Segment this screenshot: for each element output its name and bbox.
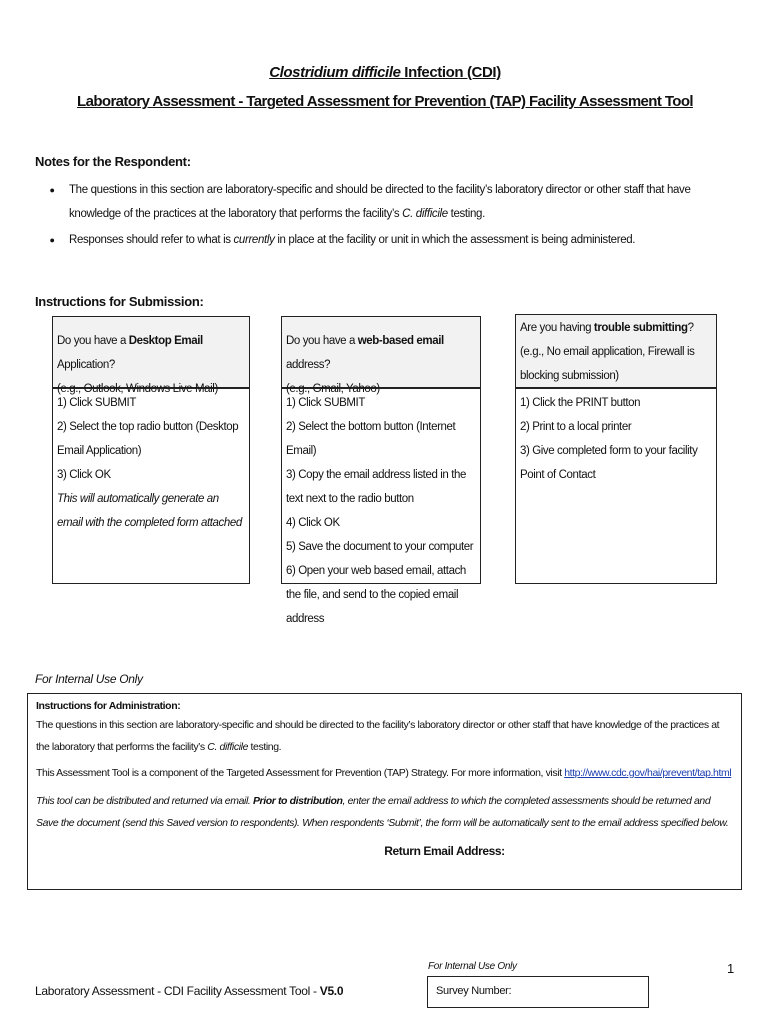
administration-paragraph-1: The questions in this section are laboratory-specific and should be directed to the facility’s laboratory director or other staff that have knowledge of the practices at the laboratory that performs the facility’s C. difficile testing.	[36, 719, 720, 753]
administration-paragraph-3: This tool can be distributed and returned via email. Prior to distribution, enter the email address to which the completed assessments should be returned and Save the document (send this Saved version to respondents). When respondents ‘Submit’, the form will be automatically sent to the email address specified below.	[36, 795, 729, 829]
web-email-header: Do you have a web-based email address? (e.g., Gmail, Yahoo)	[281, 316, 481, 388]
document-title: Clostridium difficile Infection (CDI)	[269, 64, 501, 81]
page-number: 1	[727, 961, 735, 976]
tap-link[interactable]: http://www.cdc.gov/hai/prevent/tap.html	[564, 767, 732, 779]
footer-internal-label: For Internal Use Only	[428, 961, 517, 972]
notes-bullet-1: ● The questions in this section are laboratory-specific and should be directed to the facility’s laboratory director or other staff that have knowledge of the practices at the laboratory that performs the facility’s C. difficile testing.	[35, 178, 740, 226]
bullet-icon: ●	[49, 235, 55, 245]
document-subtitle: Laboratory Assessment - Targeted Assessment for Prevention (TAP) Facility Assessment Tool	[77, 93, 693, 110]
internal-use-label: For Internal Use Only	[35, 672, 143, 686]
trouble-submitting-steps: 1) Click the PRINT button 2) Print to a local printer 3) Give completed form to your facility Point of Contact	[515, 388, 717, 584]
submission-heading: Instructions for Submission:	[35, 294, 204, 309]
notes-list	[35, 178, 740, 252]
administration-heading: Instructions for Administration:	[36, 700, 181, 712]
notes-heading: Notes for the Respondent:	[35, 154, 191, 169]
notes-bullet-2: ● Responses should refer to what is currently in place at the facility or unit in which the assessment is being administered.	[35, 228, 740, 252]
administration-paragraph-2: This Assessment Tool is a component of the Targeted Assessment for Prevention (TAP) Strategy. For more information, visit http://www.cdc.gov/hai/prevent/tap.html	[36, 767, 732, 779]
administration-box	[27, 693, 742, 890]
survey-number-field[interactable]: Survey Number:	[427, 976, 649, 1008]
desktop-email-header: Do you have a Desktop Email Application? (e.g., Outlook, Windows Live Mail)	[52, 316, 250, 388]
footer-document-name: Laboratory Assessment - CDI Facility Assessment Tool - V5.0	[35, 984, 344, 998]
desktop-email-steps: 1) Click SUBMIT 2) Select the top radio button (Desktop Email Application) 3) Click OK This will automatically generate an email with the completed form attached	[52, 388, 250, 584]
return-email-label: Return Email Address:	[384, 844, 505, 858]
trouble-submitting-header: Are you having trouble submitting? (e.g., No email application, Firewall is blocking submission)	[515, 314, 717, 388]
web-email-steps: 1) Click SUBMIT 2) Select the bottom button (Internet Email) 3) Copy the email address listed in the text next to the radio button 4) Click OK 5) Save the document to your computer 6) Open your web based email, attach the file, and send to the copied email address	[281, 388, 481, 584]
bullet-icon: ●	[49, 185, 55, 195]
